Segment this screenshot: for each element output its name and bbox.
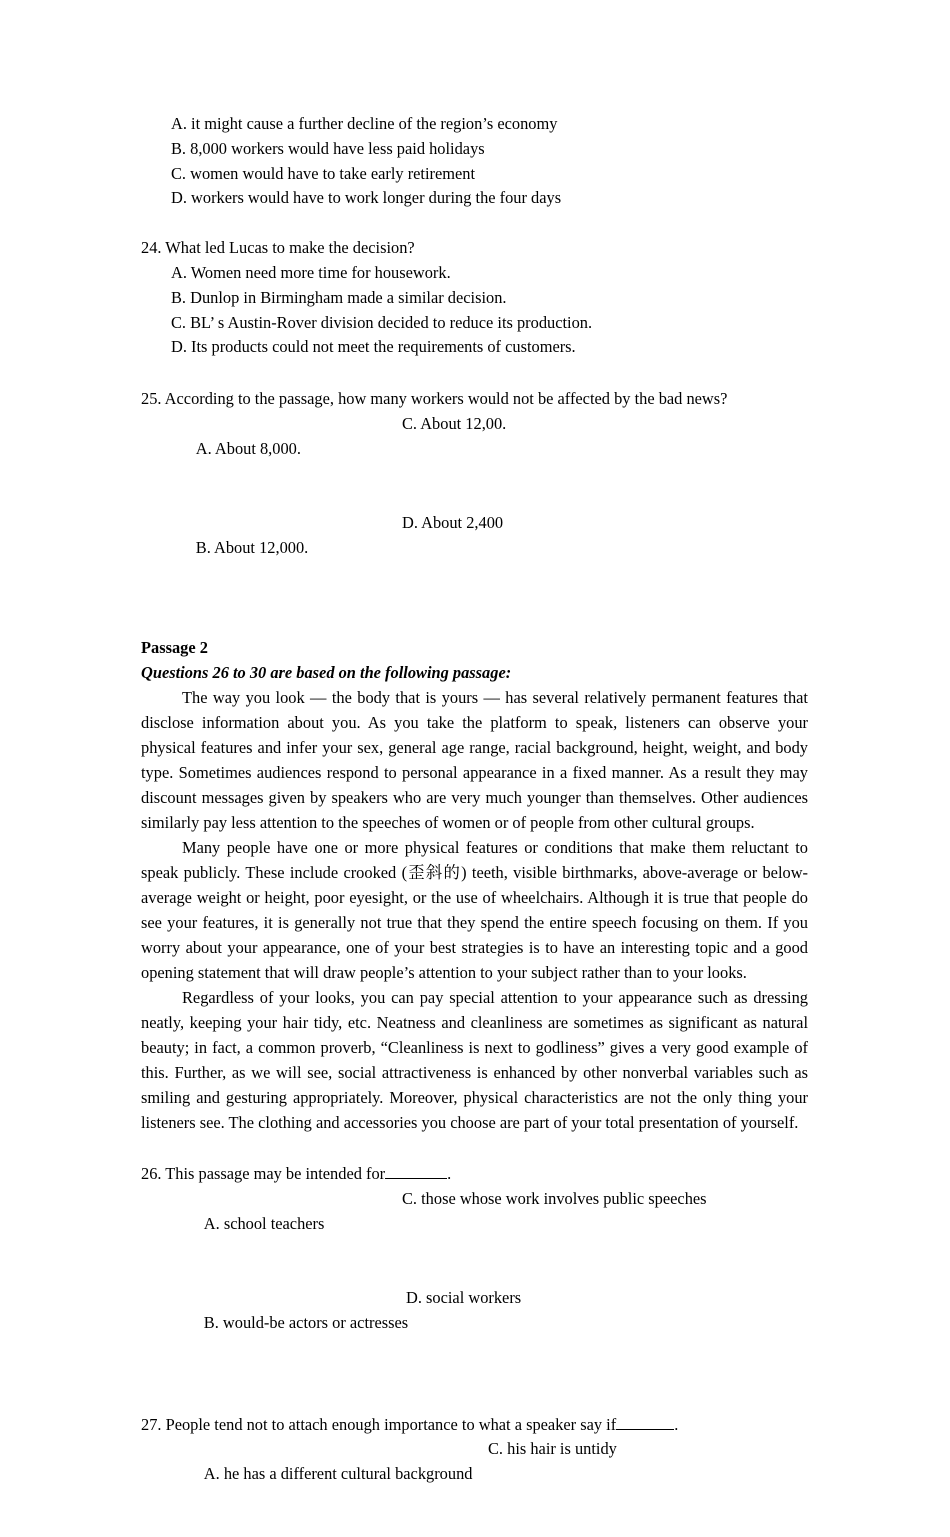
spacer	[141, 610, 808, 635]
option-a[interactable]: A. school teachers	[203, 1213, 325, 1233]
question-26-stem-period: .	[447, 1164, 452, 1184]
option-a[interactable]: A. he has a different cultural background	[203, 1464, 473, 1484]
spacer	[141, 1135, 808, 1162]
question-25-stem: 25. According to the passage, how many workers would not be affected by the bad news?	[141, 389, 728, 409]
passage-instruction: Questions 26 to 30 are based on the following passage:	[141, 663, 512, 683]
option-d[interactable]: D. Its products could not meet the requirements of customers.	[171, 337, 576, 357]
passage-paragraph-2: Many people have one or more physical features or conditions that make them reluctant to speak publicly. These include crooked (歪斜的) teeth, visible birthmarks, above-average or below-average weight or height, poor eyesight, or the use of wheelchairs. Although it is true that people do see your features, it is generally not true that they spend the entire speech focusing on them. If you worry about your appearance, one of your best strategies is to have an interesting topic and a good opening statement that will draw people’s attention to your subject rather than to your looks.	[141, 838, 808, 983]
question-26-stem	[141, 1162, 808, 1187]
option-a[interactable]: A. About 8,000.	[195, 438, 301, 458]
option-row-ac	[141, 1437, 808, 1536]
option-c[interactable]: C. his hair is untidy	[488, 1439, 617, 1459]
option-d[interactable]: D. About 2,400	[402, 513, 504, 533]
question-25-group	[141, 387, 808, 610]
option-row-ac	[141, 412, 808, 511]
question-27-stem-text: 27. People tend not to attach enough importance to what a speaker say if	[141, 1414, 617, 1434]
option-d[interactable]: D. social workers	[406, 1288, 522, 1308]
question-23-options-group	[141, 112, 808, 211]
page-content	[141, 112, 808, 1537]
option-c[interactable]: C. BL’ s Austin-Rover division decided to reduce its production.	[171, 312, 593, 332]
option-d[interactable]: D. workers would have to work longer during the four days	[171, 188, 562, 208]
option-b[interactable]: B. would-be actors or actresses	[203, 1313, 409, 1333]
passage-paragraph-3: Regardless of your looks, you can pay special attention to your appearance such as dressing neatly, keeping your hair tidy, etc. Neatness and cleanliness are sometimes as significant as natural beauty; in fact, a common proverb, “Cleanliness is next to godliness” gives a very good example of this. Further, as we will see, social attractiveness is enhanced by other nonverbal variables such as smiling and gesturing appropriately. Moreover, physical characteristics are not the only thing your listeners see. The clothing and accessories you choose are part of your total presentation of yourself.	[141, 988, 808, 1133]
question-27-group	[141, 1413, 808, 1537]
option-a[interactable]: A. Women need more time for housework.	[171, 262, 451, 282]
question-26-group	[141, 1162, 808, 1385]
option-row-bd	[141, 1286, 808, 1385]
question-24-stem: 24. What led Lucas to make the decision?	[141, 238, 415, 258]
question-26-stem-text: 26. This passage may be intended for	[141, 1164, 386, 1184]
option-row-ac	[141, 1187, 808, 1286]
spacer	[141, 360, 808, 387]
option-row-bd	[141, 511, 808, 610]
option-b[interactable]: B. Dunlop in Birmingham made a similar decision.	[171, 287, 507, 307]
option-b[interactable]: B. About 12,000.	[195, 537, 309, 557]
option-c[interactable]: C. women would have to take early retirement	[171, 163, 476, 183]
question-24-group	[141, 236, 808, 360]
passage-heading: Passage 2	[141, 638, 208, 658]
spacer	[141, 1386, 808, 1413]
spacer	[141, 211, 808, 236]
option-c[interactable]: C. those whose work involves public speeches	[402, 1189, 707, 1209]
question-27-stem-period: .	[674, 1414, 679, 1434]
option-b[interactable]: B. 8,000 workers would have less paid holidays	[171, 138, 485, 158]
passage-paragraph-1: The way you look — the body that is yours — has several relatively permanent features that disclose information about you. As you take the platform to speak, listeners can observe your physical features and infer your sex, general age range, racial background, height, weight, and body type. Sometimes audiences respond to personal appearance in a fixed manner. As a result they may discount messages given by speakers who are very much younger than themselves. Other audiences similarly pay less attention to the speeches of women or of people from other cultural groups.	[141, 688, 808, 833]
question-27-stem	[141, 1413, 808, 1438]
answer-blank[interactable]	[385, 1164, 447, 1179]
answer-blank[interactable]	[616, 1415, 674, 1430]
option-a[interactable]: A. it might cause a further decline of the region’s economy	[171, 114, 558, 133]
option-c[interactable]: C. About 12,00.	[402, 413, 507, 433]
